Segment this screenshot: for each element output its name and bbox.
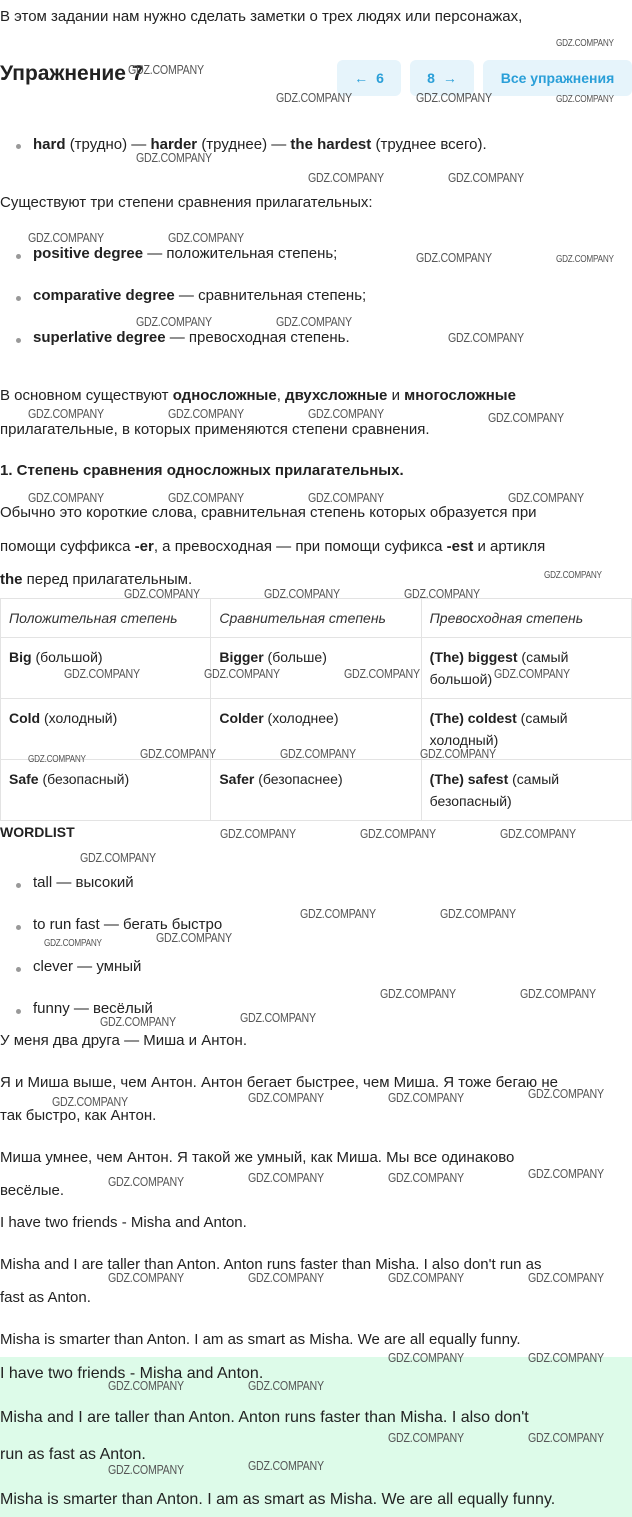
watermark-text: GDZ.COMPANY <box>416 90 492 105</box>
watermark-text: GDZ.COMPANY <box>108 1378 184 1393</box>
watermark-text: GDZ.COMPANY <box>344 666 420 681</box>
answer-paragraph-2a: Misha and I are taller than Anton. Anton runs faster than Misha. I also don't <box>0 1409 529 1426</box>
watermark-text: GDZ.COMPANY <box>528 1086 604 1101</box>
watermark-text: GDZ.COMPANY <box>80 850 156 865</box>
table-cell: (The) coldest (самый холодный) <box>421 699 631 760</box>
watermark-text: GDZ.COMPANY <box>440 906 516 921</box>
table-header-cell: Положительная степень <box>1 599 211 638</box>
degree-comparative: comparative degree — сравнительная степень; <box>33 287 367 304</box>
watermark-text: GDZ.COMPANY <box>360 826 436 841</box>
watermark-text: GDZ.COMPANY <box>404 586 480 601</box>
watermark-text: GDZ.COMPANY <box>28 754 86 765</box>
section1-line2: помощи суффикса -er, а превосходная — при помощи суфикса -est и артикля <box>0 538 546 555</box>
all-exercises-button[interactable] <box>483 60 632 96</box>
watermark-text: GDZ.COMPANY <box>108 1174 184 1189</box>
watermark-text: GDZ.COMPANY <box>248 1378 324 1393</box>
watermark-text: GDZ.COMPANY <box>108 1462 184 1477</box>
watermark-text: GDZ.COMPANY <box>448 330 524 345</box>
watermark-text: GDZ.COMPANY <box>248 1170 324 1185</box>
watermark-text: GDZ.COMPANY <box>556 94 614 105</box>
bullet-dot <box>16 967 21 972</box>
watermark-text: GDZ.COMPANY <box>528 1350 604 1365</box>
answer-paragraph-1: I have two friends - Misha and Anton. <box>0 1365 264 1382</box>
next-exercise-label: 8 <box>427 70 435 86</box>
ru-paragraph-3a: Миша умнее, чем Антон. Я такой же умный, как Миша. Мы все одинаково <box>0 1149 515 1166</box>
watermark-text: GDZ.COMPANY <box>528 1166 604 1181</box>
answer-paragraph-2b: run as fast as Anton. <box>0 1446 146 1463</box>
bullet-dot <box>16 144 21 149</box>
watermark-text: GDZ.COMPANY <box>168 490 244 505</box>
watermark-text: GDZ.COMPANY <box>448 170 524 185</box>
watermark-text: GDZ.COMPANY <box>556 38 614 49</box>
watermark-text: GDZ.COMPANY <box>308 170 384 185</box>
watermark-text: GDZ.COMPANY <box>276 314 352 329</box>
degree-positive: positive degree — положительная степень; <box>33 245 338 262</box>
watermark-text: GDZ.COMPANY <box>520 986 596 1001</box>
table-cell: Cold (холодный) <box>1 699 211 760</box>
section1-line3: the перед прилагательным. <box>0 571 193 588</box>
watermark-text: GDZ.COMPANY <box>240 1010 316 1025</box>
watermark-text: GDZ.COMPANY <box>508 490 584 505</box>
table-header-row <box>1 599 632 638</box>
watermark-text: GDZ.COMPANY <box>416 250 492 265</box>
adjective-types-line1: В основном существуют односложные, двухсложные и многосложные <box>0 387 516 404</box>
en-paragraph-1: I have two friends - Misha and Anton. <box>0 1214 247 1231</box>
watermark-text: GDZ.COMPANY <box>388 1090 464 1105</box>
table-cell: Big (большой) <box>1 638 211 699</box>
ru-paragraph-2a: Я и Миша выше, чем Антон. Антон бегает быстрее, чем Миша. Я тоже бегаю не <box>0 1074 558 1091</box>
table-row <box>1 638 632 699</box>
watermark-text: GDZ.COMPANY <box>100 1014 176 1029</box>
table-row <box>1 760 632 821</box>
watermark-text: GDZ.COMPANY <box>276 90 352 105</box>
watermark-text: GDZ.COMPANY <box>136 314 212 329</box>
section1-line1: Обычно это короткие слова, сравнительная степень которых образуется при <box>0 504 537 521</box>
watermark-text: GDZ.COMPANY <box>248 1090 324 1105</box>
watermark-text: GDZ.COMPANY <box>308 406 384 421</box>
watermark-text: GDZ.COMPANY <box>544 570 602 581</box>
bullet-dot <box>16 1009 21 1014</box>
adjective-types-line2: прилагательные, в которых применяются степени сравнения. <box>0 421 430 438</box>
page-title: Упражнение 7 <box>0 62 144 85</box>
watermark-text: GDZ.COMPANY <box>248 1270 324 1285</box>
wordlist-title: WORDLIST <box>0 824 75 840</box>
watermark-text: GDZ.COMPANY <box>136 150 212 165</box>
wordlist-item: clever — умный <box>33 958 142 975</box>
answer-paragraph-3: Misha is smarter than Anton. I am as smart as Misha. We are all equally funny. <box>0 1491 556 1508</box>
wordlist-item: tall — высокий <box>33 874 134 891</box>
watermark-text: GDZ.COMPANY <box>280 746 356 761</box>
all-exercises-label: Все упражнения <box>500 70 615 86</box>
watermark-text: GDZ.COMPANY <box>528 1270 604 1285</box>
en-paragraph-3: Misha is smarter than Anton. I am as smart as Misha. We are all equally funny. <box>0 1331 521 1348</box>
watermark-text: GDZ.COMPANY <box>124 586 200 601</box>
degree-superlative: superlative degree — превосходная степень. <box>33 329 350 346</box>
arrow-left-icon: ← <box>354 70 369 86</box>
wordlist-item: to run fast — бегать быстро <box>33 916 223 933</box>
bullet-dot <box>16 925 21 930</box>
table-cell: (The) safest (самый безопасный) <box>421 760 631 821</box>
watermark-text: GDZ.COMPANY <box>28 406 104 421</box>
prev-exercise-label: 6 <box>376 70 384 86</box>
watermark-text: GDZ.COMPANY <box>556 254 614 265</box>
watermark-text: GDZ.COMPANY <box>420 746 496 761</box>
table-cell: Safer (безопаснее) <box>211 760 421 821</box>
watermark-text: GDZ.COMPANY <box>388 1350 464 1365</box>
watermark-text: GDZ.COMPANY <box>300 906 376 921</box>
watermark-text: GDZ.COMPANY <box>220 826 296 841</box>
table-header-cell: Сравнительная степень <box>211 599 421 638</box>
ru-paragraph-1: У меня два друга — Миша и Антон. <box>0 1032 247 1049</box>
watermark-text: GDZ.COMPANY <box>388 1270 464 1285</box>
watermark-text: GDZ.COMPANY <box>308 490 384 505</box>
table-cell: Bigger (больше) <box>211 638 421 699</box>
watermark-text: GDZ.COMPANY <box>264 586 340 601</box>
en-paragraph-2b: fast as Anton. <box>0 1289 91 1306</box>
prev-exercise-button[interactable] <box>337 60 401 96</box>
table-header-cell: Превосходная степень <box>421 599 631 638</box>
arrow-right-icon: → <box>442 70 457 86</box>
table-cell: Colder (холоднее) <box>211 699 421 760</box>
ru-paragraph-2b: так быстро, как Антон. <box>0 1107 157 1124</box>
watermark-text: GDZ.COMPANY <box>44 938 102 949</box>
watermark-text: GDZ.COMPANY <box>388 1170 464 1185</box>
watermark-text: GDZ.COMPANY <box>140 746 216 761</box>
watermark-text: GDZ.COMPANY <box>168 230 244 245</box>
watermark-text: GDZ.COMPANY <box>248 1458 324 1473</box>
watermark-text: GDZ.COMPANY <box>500 826 576 841</box>
watermark-text: GDZ.COMPANY <box>128 62 204 77</box>
bullet-dot <box>16 296 21 301</box>
section1-title: 1. Степень сравнения односложных прилагательных. <box>0 462 404 479</box>
watermark-text: GDZ.COMPANY <box>204 666 280 681</box>
watermark-text: GDZ.COMPANY <box>388 1430 464 1445</box>
watermark-text: GDZ.COMPANY <box>488 410 564 425</box>
watermark-text: GDZ.COMPANY <box>494 666 570 681</box>
intro-text: В этом задании нам нужно сделать заметки о трех людях или персонажах, <box>0 8 523 25</box>
watermark-text: GDZ.COMPANY <box>156 930 232 945</box>
watermark-text: GDZ.COMPANY <box>28 230 104 245</box>
watermark-text: GDZ.COMPANY <box>52 1094 128 1109</box>
watermark-text: GDZ.COMPANY <box>28 490 104 505</box>
bullet-dot <box>16 883 21 888</box>
wordlist-item: funny — весёлый <box>33 1000 153 1017</box>
example-hard: hard (трудно) — harder (труднее) — the hardest (труднее всего). <box>33 136 487 153</box>
next-exercise-button[interactable] <box>410 60 474 96</box>
watermark-text: GDZ.COMPANY <box>528 1430 604 1445</box>
bullet-dot <box>16 338 21 343</box>
watermark-text: GDZ.COMPANY <box>380 986 456 1001</box>
en-paragraph-2a: Misha and I are taller than Anton. Anton runs faster than Misha. I also don't run as <box>0 1256 542 1273</box>
watermark-text: GDZ.COMPANY <box>168 406 244 421</box>
table-row <box>1 699 632 760</box>
watermark-text: GDZ.COMPANY <box>108 1270 184 1285</box>
watermark-text: GDZ.COMPANY <box>64 666 140 681</box>
degrees-intro: Существуют три степени сравнения прилагательных: <box>0 194 373 211</box>
table-cell: Safe (безопасный) <box>1 760 211 821</box>
table-cell: (The) biggest (самый большой) <box>421 638 631 699</box>
ru-paragraph-3b: весёлые. <box>0 1182 65 1199</box>
degrees-table <box>0 598 632 821</box>
bullet-dot <box>16 254 21 259</box>
